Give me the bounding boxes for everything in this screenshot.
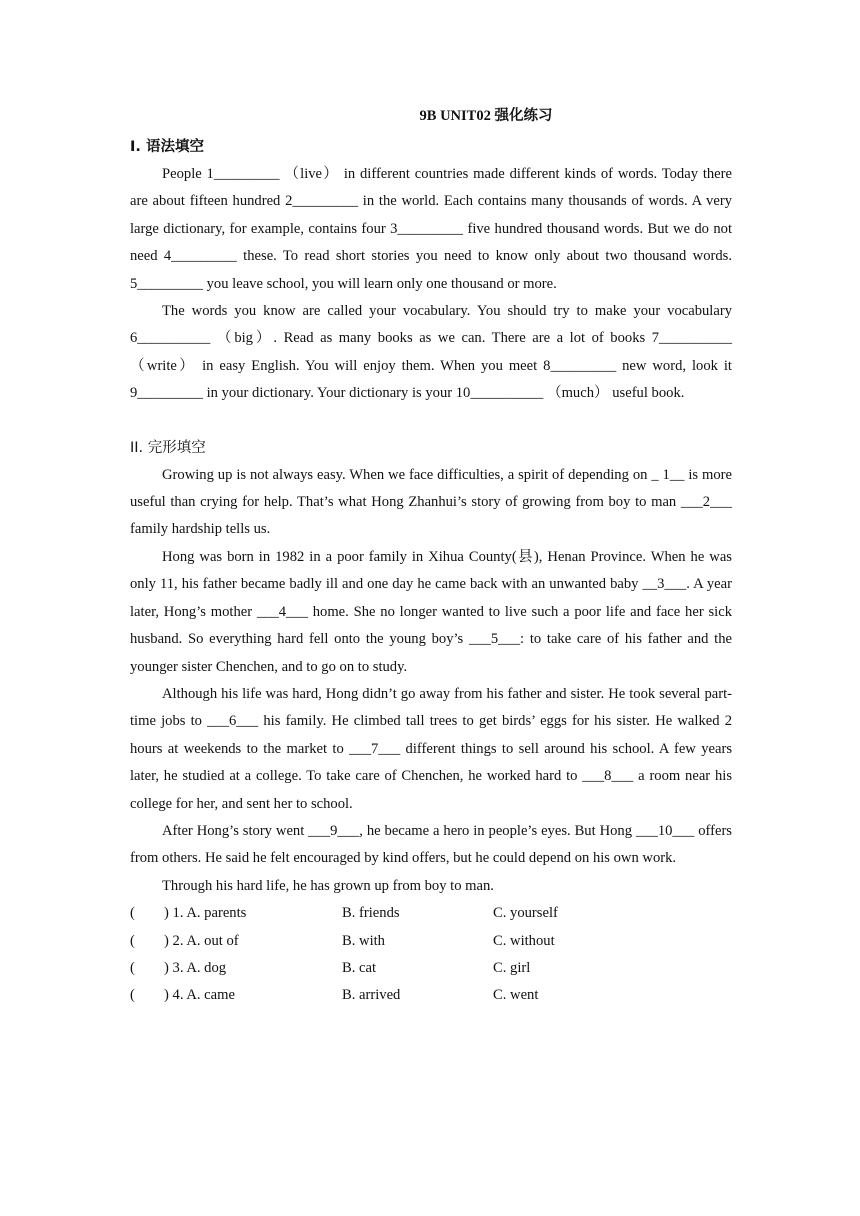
passage-paragraph: The words you know are called your vocabulary. You should try to make your vocabulary 6__________ （big）. Read as many books as we can. There are a lot of books 7__________ （write） in easy English. You will enjoy them. When you meet 8_________ new word, look it 9_________ in your dictionary. Your dictionary is your 10__________ （much） useful book.: [130, 303, 732, 402]
option-row: [130, 955, 732, 982]
cloze-passage: [130, 462, 732, 901]
option-b: B. arrived: [342, 987, 401, 1004]
option-c: C. went: [493, 987, 539, 1004]
worksheet-page: [130, 100, 732, 1010]
option-c: C. girl: [493, 959, 531, 976]
passage-paragraph: Although his life was hard, Hong didn’t go away from his father and sister. He took several part-time jobs to ___6___ his family. He climbed tall trees to get birds’ eggs for his sister. He walked 2 hours at weekends to the market to ___7___ different things to sell around his school. A few years later, he studied at a college. To take care of Chenchen, he worked hard to ___8___ a room near his college for her, and sent her to school.: [130, 685, 732, 812]
answer-options: [130, 900, 732, 1010]
option-row: [130, 900, 732, 927]
grammar-passage: [130, 161, 732, 408]
passage-paragraph: After Hong’s story went ___9___, he became a hero in people’s eyes. But Hong ___10___ offers from others. He said he felt encouraged by kind offers, but he could depend on his own work.: [130, 822, 732, 867]
option-a: ( ) 3. A. dog: [130, 959, 227, 976]
passage-paragraph: Hong was born in 1982 in a poor family in Xihua County(县), Henan Province. When he was only 11, his father became badly ill and one day he came back with an unwanted baby __3___. A year later, Hong’s mother ___4___ home. She no longer wanted to live such a poor life and face her sick husband. So everything hard fell onto the young boy’s ___5___: to take care of his father and the younger sister Chenchen, and to go on to study.: [130, 548, 732, 675]
passage-paragraph: Growing up is not always easy. When we face difficulties, a spirit of depending on _ 1__ is more useful than crying for help. That’s what Hong Zhanhui’s story of growing from boy to man ___2___ family hardship tells us.: [130, 466, 732, 538]
option-a: ( ) 4. A. came: [130, 987, 235, 1004]
passage-paragraph: People 1_________ （live） in different countries made different kinds of words. Today there are about fifteen hundred 2_________ in the world. Each contains many thousands of words. A very large dictionary, for example, contains four 3_________ five hundred thousand words. But we do not need 4_________ these. To read short stories you need to know only about two thousand words. 5_________ you leave school, you will learn only one thousand or more.: [130, 166, 732, 292]
option-b: B. with: [342, 932, 385, 949]
section-heading-grammar: I. 语法填空: [130, 139, 204, 155]
option-row: [130, 928, 732, 955]
option-row: [130, 982, 732, 1009]
page-title: 9B UNIT02 强化练习: [419, 108, 553, 124]
option-c: C. yourself: [493, 905, 558, 922]
option-b: B. cat: [342, 959, 377, 976]
passage-paragraph: Through his hard life, he has grown up from boy to man.: [162, 877, 494, 894]
section-heading-cloze: II. 完形填空: [130, 439, 206, 456]
option-a: ( ) 1. A. parents: [130, 905, 247, 922]
option-c: C. without: [493, 932, 555, 949]
option-a: ( ) 2. A. out of: [130, 932, 239, 949]
option-b: B. friends: [342, 905, 400, 922]
